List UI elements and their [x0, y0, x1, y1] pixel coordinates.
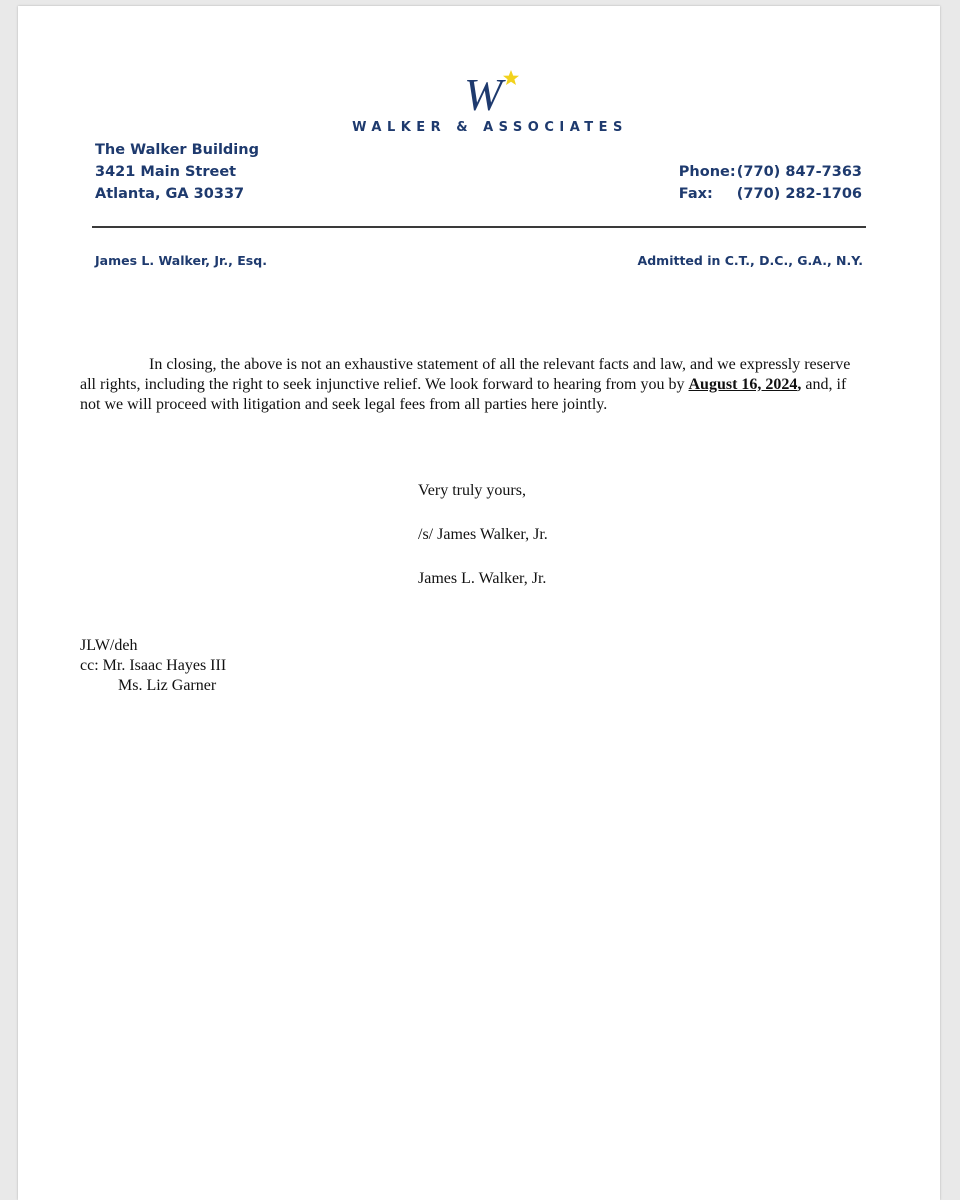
logo-star-icon [503, 70, 519, 85]
cc-recipient-2: Ms. Liz Garner [118, 677, 217, 694]
deadline-comma: , [797, 376, 802, 393]
letter-body [80, 355, 870, 415]
phone-row [679, 161, 862, 183]
logo-letter: W [464, 69, 503, 120]
letter-footer [80, 636, 226, 696]
address-street: 3421 Main Street [95, 164, 237, 180]
cc-recipient-1: cc: Mr. Isaac Hayes III [80, 657, 227, 674]
walker-logo-icon [454, 68, 524, 120]
letterhead-divider [92, 226, 866, 228]
fax-row [679, 183, 862, 205]
typist-initials: JLW/deh [80, 637, 138, 654]
bar-admissions: Admitted in C.T., D.C., G.A., N.Y. [637, 253, 863, 268]
attorney-name: James L. Walker, Jr., Esq. [95, 253, 267, 268]
phone-number: (770) 847-7363 [736, 164, 862, 180]
deadline-date: August 16, 2024 [688, 376, 798, 393]
address-building: The Walker Building [95, 142, 259, 158]
fax-label: Fax: [678, 186, 713, 202]
electronic-signature: /s/ James Walker, Jr. [418, 526, 548, 543]
fax-number: (770) 282-1706 [736, 186, 862, 202]
body-text-end: and, if not we will proceed with litigation and seek legal fees from all parties here jointly. [80, 376, 847, 413]
complimentary-closing: Very truly yours, [418, 482, 526, 499]
phone-label: Phone: [678, 164, 736, 180]
contact-info [679, 161, 862, 205]
firm-name: WALKER & ASSOCIATES [352, 120, 628, 135]
signer-name: James L. Walker, Jr. [418, 570, 547, 587]
closing-paragraph [80, 355, 870, 415]
body-text-start: In closing, the above is not an exhaustive statement of all the relevant facts and law, and we expressly reserve all rights, including the right to seek injunctive relief. We look forward to hearing from you by [80, 356, 851, 393]
firm-address [95, 139, 259, 205]
letter-page [18, 6, 940, 1200]
address-city: Atlanta, GA 30337 [95, 186, 245, 202]
